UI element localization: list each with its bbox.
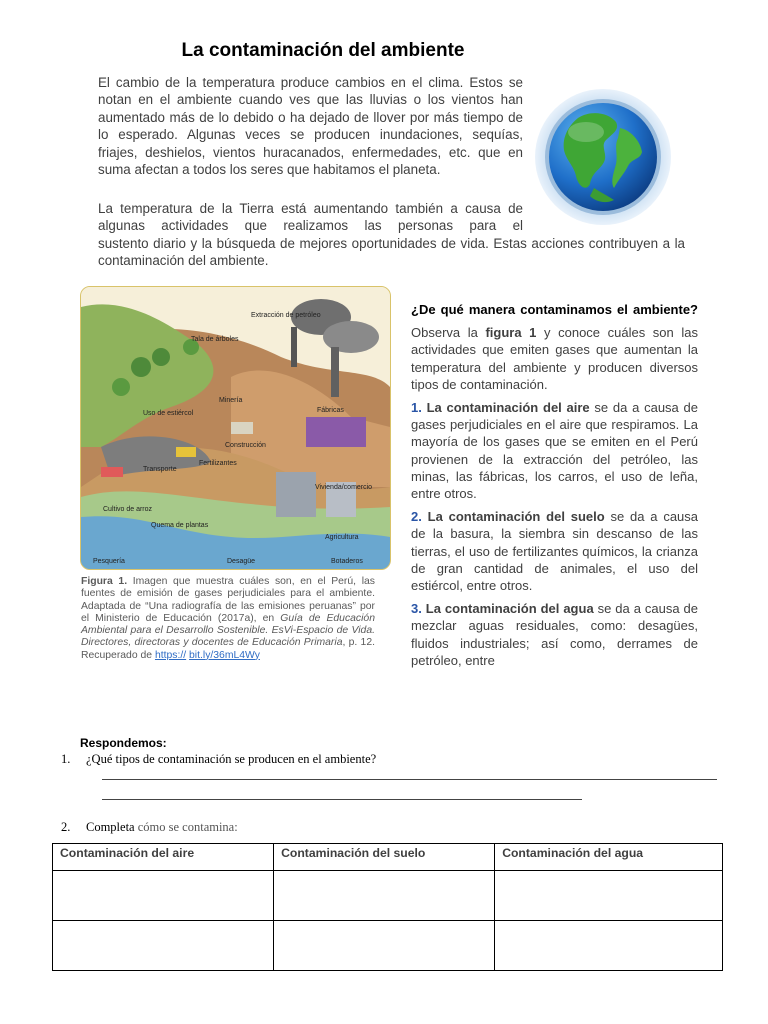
figure-label: Agricultura bbox=[325, 534, 359, 541]
item-text: se da a causa de la basura, la siembra sin descanso de las tierras, el uso de fertilizantes químicos, la crianza de gran cantidad de animales, el uso del estiércol, entre otros. bbox=[411, 509, 699, 594]
item-title: La contaminación del aire bbox=[426, 400, 590, 416]
table-header-soil: Contaminación del suelo bbox=[274, 844, 495, 871]
item-number: 3. bbox=[411, 601, 422, 617]
caption-link-1[interactable]: https:// bbox=[154, 649, 187, 661]
question-1-text: ¿Qué tipos de contaminación se producen en el ambiente? bbox=[86, 752, 377, 766]
answer-line-2[interactable] bbox=[102, 799, 582, 800]
figure-label: Tala de árboles bbox=[191, 336, 239, 343]
table-cell[interactable] bbox=[53, 871, 274, 921]
item-number: 2. bbox=[411, 509, 422, 525]
intro-paragraph-2b: sustento diario y la búsqueda de mejores oportunidades de vida. Estas acciones contribuyen a la contaminación del ambiente. bbox=[98, 236, 685, 269]
item-text: se da a causa de gases perjudiciales en el aire que respiramos. La mayoría de los gases que se emiten en el Perú provienen de la extracción del petróleo, las minas, las fábricas, los carros, el uso de leña, entre otros. bbox=[411, 400, 698, 502]
page-title: La contaminación del ambiente bbox=[181, 40, 465, 61]
pollution-sources-figure bbox=[80, 286, 391, 570]
item-soil bbox=[411, 508, 698, 594]
figure-label: Botaderos bbox=[331, 558, 363, 565]
observe-paragraph bbox=[411, 324, 698, 393]
earth-globe-image bbox=[534, 88, 672, 226]
figure-label: Fertilizantes bbox=[199, 460, 237, 467]
figure-label: Pesquería bbox=[93, 558, 125, 565]
right-column bbox=[405, 295, 705, 733]
item-title: La contaminación del agua bbox=[425, 601, 594, 617]
question-2-text bbox=[86, 820, 238, 835]
table-header-row bbox=[53, 844, 723, 871]
caption-text-1: Imagen que muestra cuáles son, en el Perú, las fuentes de emisión de gases perjudiciales para el ambiente. Adaptada de “Una radiografía de las emisiones peruanas” por el Ministerio de Educación (2017a), en bbox=[81, 576, 375, 624]
figure-label: Quema de plantas bbox=[151, 522, 209, 529]
figure-label: Construcción bbox=[225, 442, 266, 449]
section-question: ¿De qué manera contaminamos el ambiente? bbox=[411, 302, 698, 317]
figure-label: Minería bbox=[219, 397, 243, 404]
contamination-table bbox=[52, 843, 723, 971]
intro-paragraph-1: El cambio de la temperatura produce cambios en el clima. Estos se notan en el ambiente cuando ves que las lluvias o los vientos han aumentado más de lo debido o ha dejado de llover por más tiempo de lo esperado. Algunas veces se producen inundaciones, sequías, friajes, deshielos, vientos huracanados, enfermedades, etc. que en suma afectan a todos los seres que habitamos el planeta. bbox=[98, 75, 523, 178]
right-column-text bbox=[411, 301, 698, 675]
observe-pre: Observa la bbox=[411, 325, 486, 341]
table-cell[interactable] bbox=[495, 871, 723, 921]
intro-paragraph-2a: La temperatura de la Tierra está aumentando también a causa de algunas actividades que realizamos las personas para el bbox=[98, 201, 523, 234]
caption-label: Figura 1. bbox=[81, 576, 128, 587]
caption-link-2[interactable]: bit.ly/36mL4Wy bbox=[189, 649, 260, 661]
answer-line-1[interactable] bbox=[102, 779, 717, 780]
item-text: se da a causa de mezclar aguas residuales, como: desagües, fluidos industriales; así como, derrames de petróleo, entre bbox=[411, 601, 698, 668]
item-number: 1. bbox=[411, 400, 422, 416]
table-cell[interactable] bbox=[53, 921, 274, 971]
figure-label: Vivienda/comercio bbox=[315, 484, 373, 491]
question-2-rest: cómo se contamina: bbox=[134, 820, 238, 834]
question-2-number: 2. bbox=[61, 820, 71, 834]
respondemos-heading: Respondemos: bbox=[80, 736, 167, 750]
figure-label: Transporte bbox=[143, 466, 177, 473]
observe-post: y conoce cuáles son las actividades que emiten gases que aumentan la temperatura del ambiente y producen diversos tipos de contaminación. bbox=[411, 325, 698, 392]
figure-reference: figura 1 bbox=[485, 325, 537, 341]
table-row bbox=[53, 871, 723, 921]
figure-label: Cultivo de arroz bbox=[103, 506, 153, 513]
figure-label: Uso de estiércol bbox=[143, 410, 194, 417]
figure-caption bbox=[81, 576, 375, 662]
table-row bbox=[53, 921, 723, 971]
figure-label: Desagüe bbox=[227, 558, 256, 565]
item-water bbox=[411, 600, 698, 669]
table-cell[interactable] bbox=[274, 921, 495, 971]
caption-italic: Guía de Educación Ambiental para el Desarrollo Sostenible. EsVi-Espacio de Vida. Directores, directoras y docentes de Educación Primaria bbox=[81, 612, 375, 649]
caption-text-2: , p. 12. Recuperado de bbox=[81, 637, 375, 661]
item-title: La contaminación del suelo bbox=[427, 509, 605, 525]
question-2-verb: Completa bbox=[86, 820, 135, 834]
table-cell[interactable] bbox=[274, 871, 495, 921]
table-header-water: Contaminación del agua bbox=[495, 844, 723, 871]
figure-label: Extracción de petróleo bbox=[251, 312, 321, 319]
table-cell[interactable] bbox=[495, 921, 723, 971]
table-header-air: Contaminación del aire bbox=[53, 844, 274, 871]
question-1-number: 1. bbox=[61, 752, 71, 766]
item-air bbox=[411, 399, 698, 502]
figure-label: Fábricas bbox=[317, 407, 344, 414]
